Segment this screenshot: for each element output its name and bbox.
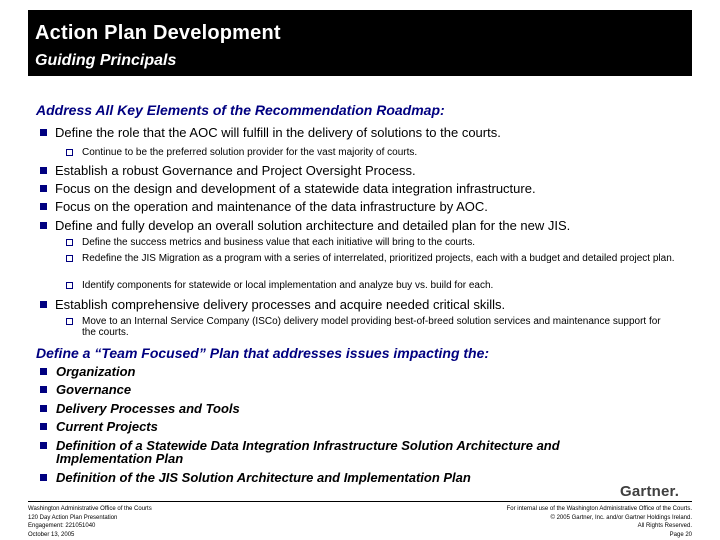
square-bullet-icon bbox=[40, 129, 47, 136]
footer-line: © 2005 Gartner, Inc. and/or Gartner Holdings Ireland. bbox=[550, 514, 692, 521]
square-bullet-icon bbox=[40, 405, 47, 412]
bullet-text: Define and fully develop an overall solution architecture and detailed plan for the new JIS. bbox=[55, 218, 571, 233]
sub-bullet-text: Move to an Internal Service Company (ISCo) delivery model providing best-of-breed solution services and maintenance support for the courts. bbox=[82, 316, 661, 338]
section-heading-roadmap: Address All Key Elements of the Recommendation Roadmap: bbox=[36, 102, 445, 118]
hollow-square-bullet-icon bbox=[66, 255, 73, 262]
square-bullet-icon bbox=[40, 203, 47, 210]
hollow-square-bullet-icon bbox=[66, 318, 73, 325]
square-bullet-icon bbox=[40, 423, 47, 430]
bullet-text: Focus on the operation and maintenance of the data infrastructure by AOC. bbox=[55, 199, 488, 214]
bullet-text: Definition of the JIS Solution Architecture and Implementation Plan bbox=[56, 470, 471, 485]
square-bullet-icon bbox=[40, 368, 47, 375]
footer-line: For internal use of the Washington Administrative Office of the Courts. bbox=[506, 506, 692, 512]
gartner-logo: Gartner. bbox=[620, 483, 680, 500]
bullet-text: Definition of a Statewide Data Integration Infrastructure Solution Architecture and Implementation Plan bbox=[56, 438, 560, 466]
hollow-square-bullet-icon bbox=[66, 149, 73, 156]
sub-bullet-text: Identify components for statewide or local implementation and analyze buy vs. build for each. bbox=[82, 280, 494, 291]
square-bullet-icon bbox=[40, 167, 47, 174]
sub-bullet-text: Define the success metrics and business value that each initiative will bring to the courts. bbox=[82, 237, 475, 248]
footer-right bbox=[507, 505, 692, 539]
footer-line: October 13, 2005 bbox=[28, 531, 75, 538]
bullet-text: Focus on the design and development of a statewide data integration infrastructure. bbox=[55, 181, 536, 196]
sub-bullet-text: Continue to be the preferred solution provider for the vast majority of courts. bbox=[82, 147, 418, 158]
footer-line: Washington Administrative Office of the Courts bbox=[28, 506, 152, 512]
footer-line: Engagement: 221051040 bbox=[28, 523, 96, 529]
square-bullet-icon bbox=[40, 442, 47, 449]
page-number: Page 20 bbox=[669, 531, 692, 538]
page-subtitle: Guiding Principals bbox=[35, 52, 177, 69]
square-bullet-icon bbox=[40, 185, 47, 192]
square-bullet-icon bbox=[40, 474, 47, 481]
footer-line: 120 Day Action Plan Presentation bbox=[28, 514, 118, 521]
bullet-text: Establish a robust Governance and Project Oversight Process. bbox=[55, 163, 416, 178]
bullet-text: Governance bbox=[56, 382, 132, 397]
page-title: Action Plan Development bbox=[35, 22, 281, 44]
square-bullet-icon bbox=[40, 386, 47, 393]
bullet-text: Current Projects bbox=[56, 419, 158, 434]
footer-divider bbox=[28, 501, 692, 502]
title-bar bbox=[28, 10, 692, 76]
square-bullet-icon bbox=[40, 301, 47, 308]
hollow-square-bullet-icon bbox=[66, 239, 73, 246]
sub-bullet-text: Redefine the JIS Migration as a program with a series of interrelated, prioritized projects, each with a budget and detailed project plan. bbox=[82, 253, 675, 264]
bullet-text: Organization bbox=[56, 364, 136, 379]
hollow-square-bullet-icon bbox=[66, 282, 73, 289]
bullet-text: Establish comprehensive delivery processes and acquire needed critical skills. bbox=[55, 297, 506, 312]
footer-left bbox=[28, 505, 152, 539]
footer-line: All Rights Reserved. bbox=[637, 523, 692, 529]
bullet-text: Delivery Processes and Tools bbox=[56, 401, 240, 416]
square-bullet-icon bbox=[40, 222, 47, 229]
section-heading-team-plan: Define a “Team Focused” Plan that addresses issues impacting the: bbox=[36, 345, 490, 361]
bullet-text: Define the role that the AOC will fulfill in the delivery of solutions to the courts. bbox=[55, 125, 501, 140]
